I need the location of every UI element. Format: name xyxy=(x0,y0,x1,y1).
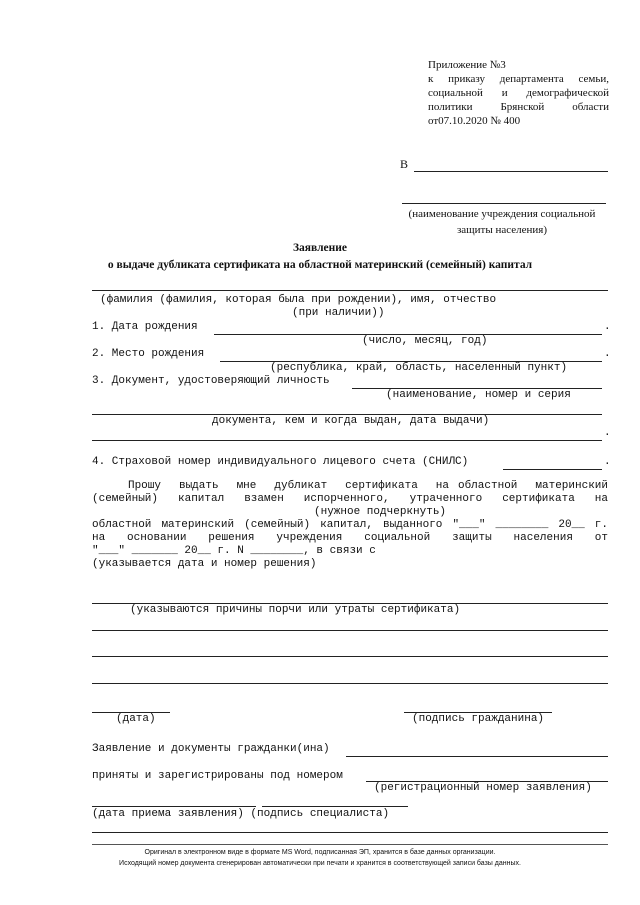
request-line: (указывается дата и номер решения) xyxy=(92,558,317,570)
receipt-caption: (дата приема заявления) (подпись специалиста) xyxy=(92,808,390,820)
reasons-line[interactable] xyxy=(92,683,608,684)
appendix-block xyxy=(428,58,609,128)
birth-place-label: 2. Место рождения xyxy=(92,348,205,360)
snils-label: 4. Страховой номер индивидуального лицевого счета (СНИЛС) xyxy=(92,456,469,468)
request-paragraph xyxy=(92,480,608,571)
document-label: 3. Документ, удостоверяющий личность xyxy=(92,375,330,387)
recipient-caption: (наименование учреждения социальной защиты населения) xyxy=(408,208,596,236)
snils-field[interactable] xyxy=(503,469,602,470)
signature-caption: (подпись гражданина) xyxy=(412,713,545,725)
documents-label: Заявление и документы гражданки(ина) xyxy=(92,743,330,755)
footer-divider xyxy=(92,844,608,845)
request-line: (семейный) капитал взамен испорченного, утраченного сертификата на xyxy=(92,493,608,505)
registered-label: приняты и зарегистрированы под номером xyxy=(92,770,343,782)
receipt-date-field[interactable] xyxy=(92,806,256,807)
recipient-line[interactable] xyxy=(414,171,608,172)
document-caption: документа, кем и когда выдан, дата выдачи) xyxy=(212,415,490,427)
footer-note: Исходящий номер документа сгенерирован автоматически при печати и хранится в соответствующей записи базы данных. xyxy=(119,860,521,867)
reg-number-caption: (регистрационный номер заявления) xyxy=(374,782,592,794)
request-line: Прошу выдать мне дубликат сертификата на областной материнский xyxy=(92,480,608,492)
request-line: "___" _______ 20__ г. N ________, в связи с xyxy=(92,545,376,557)
date-caption: (дата) xyxy=(116,713,156,725)
appendix-line: политики Брянской области xyxy=(428,101,609,113)
field-period: . xyxy=(604,348,611,360)
document-caption: (наименование, номер и серия xyxy=(386,389,571,401)
recipient-line[interactable] xyxy=(402,203,606,204)
document-title: Заявление xyxy=(292,242,347,254)
field-period: . xyxy=(604,456,611,468)
specialist-signature-field[interactable] xyxy=(262,806,408,807)
reasons-line[interactable] xyxy=(92,630,608,631)
document-field-line[interactable] xyxy=(92,440,602,441)
birth-date-caption: (число, месяц, год) xyxy=(362,335,488,347)
underline-hint: (нужное подчеркнуть) xyxy=(314,506,447,518)
field-period: . xyxy=(604,427,611,439)
field-period: . xyxy=(604,321,611,333)
appendix-line: социальной и демографической xyxy=(428,87,609,99)
appendix-line: к приказу департамента семьи, xyxy=(428,73,609,85)
applicant-name-line[interactable] xyxy=(92,290,608,291)
reasons-caption: (указываются причины порчи или утраты сертификата) xyxy=(130,604,461,616)
applicant-caption: (фамилия (фамилия, которая была при рождении), имя, отчество xyxy=(100,294,497,306)
request-line: на основании решения учреждения социальной защиты населения от xyxy=(92,532,608,544)
footer-note: Оригинал в электронном виде в формате MS Word, подписанная ЭП, хранится в базе данных организации. xyxy=(144,849,496,856)
birth-date-label: 1. Дата рождения xyxy=(92,321,198,333)
birth-place-caption: (республика, край, область, населенный пункт) xyxy=(270,362,568,374)
document-subtitle: о выдаче дубликата сертификата на областной материнский (семейный) капитал xyxy=(107,259,533,271)
bottom-rule xyxy=(92,832,608,833)
applicant-caption: (при наличии)) xyxy=(292,307,385,319)
appendix-title: Приложение №3 xyxy=(428,59,506,71)
reasons-line[interactable] xyxy=(92,656,608,657)
citizen-name-field[interactable] xyxy=(346,756,608,757)
recipient-prefix: В xyxy=(400,157,409,171)
appendix-order-date: от07.10.2020 № 400 xyxy=(428,115,521,127)
request-line: областной материнский (семейный) капитал, выданного "___" ________ 20__ г. xyxy=(92,519,608,531)
